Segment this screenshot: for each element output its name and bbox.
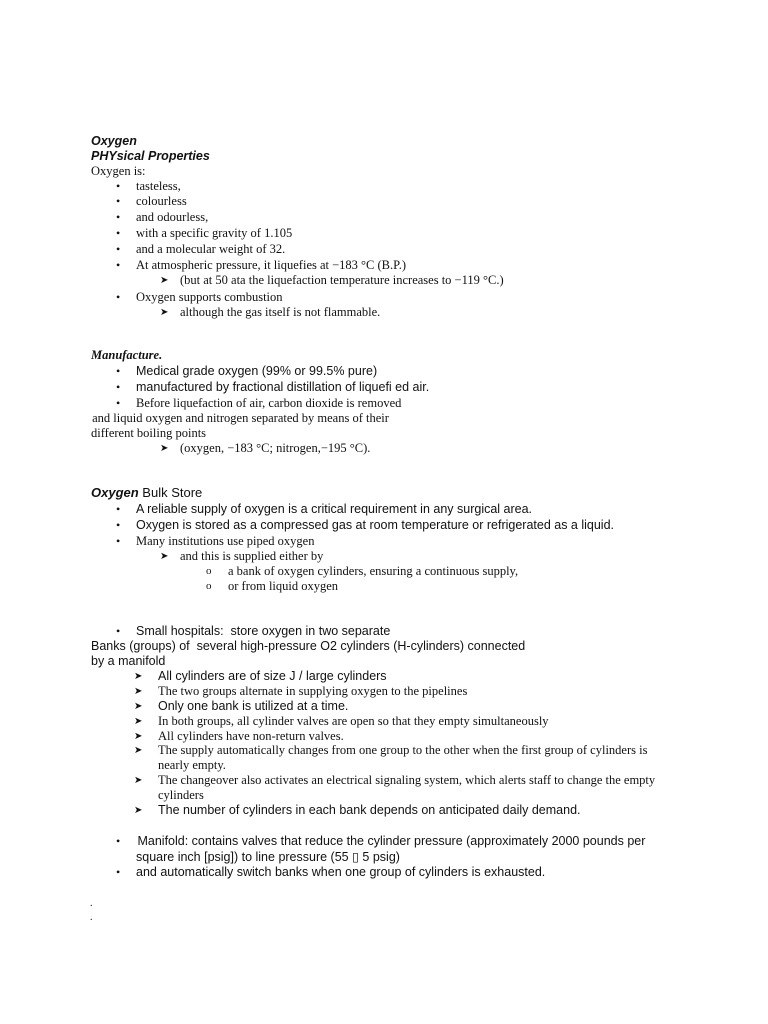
circle-bullet-icon: o: [206, 580, 212, 592]
section-subtitle-physical-properties: PHYsical Properties: [91, 149, 210, 163]
bullet-icon: •: [116, 534, 121, 548]
list-item: Oxygen supports combustion: [136, 290, 283, 304]
list-item: Many institutions use piped oxygen: [136, 534, 315, 548]
list-item: Medical grade oxygen (99% or 99.5% pure): [136, 364, 378, 378]
bullet-icon: •: [116, 242, 121, 256]
bullet-icon: •: [116, 364, 121, 378]
arrow-bullet-icon: ➤: [134, 775, 143, 786]
arrow-bullet-icon: ➤: [134, 686, 143, 697]
bullet-icon: •: [116, 290, 121, 304]
paragraph-line: Banks (groups) of several high-pressure O2 cylinders (H-cylinders) connected: [91, 639, 526, 653]
sub-list-item: although the gas itself is not flammable.: [180, 305, 381, 319]
list-item: At atmospheric pressure, it liquefies at −183 °C (B.P.): [136, 258, 406, 272]
section-title-oxygen: Oxygen: [91, 134, 137, 148]
bullet-icon: •: [116, 194, 121, 208]
bullet-icon: •: [116, 210, 121, 224]
arrow-list-item: In both groups, all cylinder valves are open so that they empty simultaneously: [158, 714, 549, 728]
arrow-bullet-icon: ➤: [134, 745, 143, 756]
bullet-icon: •: [116, 834, 121, 848]
sub-sub-list-item: a bank of oxygen cylinders, ensuring a continuous supply,: [228, 564, 519, 578]
arrow-bullet-icon: ➤: [134, 805, 143, 816]
arrow-list-item-continuation: nearly empty.: [158, 758, 226, 772]
list-item: colourless: [136, 194, 187, 208]
list-item: and a molecular weight of 32.: [136, 242, 286, 256]
stray-dot: .: [90, 912, 93, 923]
arrow-list-item: All cylinders are of size J / large cylinders: [158, 669, 387, 683]
sub-list-item: (oxygen, −183 °C; nitrogen,−195 °C).: [180, 441, 371, 455]
bullet-icon: •: [116, 226, 121, 240]
list-item: tasteless,: [136, 179, 181, 193]
arrow-list-item: The supply automatically changes from one group to the other when the first group of cylinders is: [158, 743, 648, 757]
sub-sub-list-item: or from liquid oxygen: [228, 579, 339, 593]
bullet-icon: •: [116, 396, 121, 410]
sub-list-item: and this is supplied either by: [180, 549, 324, 563]
section-title-italic-part: Oxygen: [91, 485, 139, 500]
list-item: A reliable supply of oxygen is a critical requirement in any surgical area.: [136, 502, 533, 516]
section-title-manufacture: Manufacture.: [91, 348, 163, 362]
arrow-list-item-continuation: cylinders: [158, 788, 204, 802]
arrow-bullet-icon: ➤: [160, 275, 169, 286]
sub-list-item: (but at 50 ata the liquefaction temperature increases to −119 °C.): [180, 273, 504, 287]
arrow-bullet-icon: ➤: [160, 443, 169, 454]
arrow-list-item: The changeover also activates an electrical signaling system, which alerts staff to change the empty: [158, 773, 656, 787]
list-item: manufactured by fractional distillation of liquefi ed air.: [136, 380, 430, 394]
paragraph-line: and liquid oxygen and nitrogen separated by means of their: [89, 411, 389, 425]
arrow-list-item: The two groups alternate in supplying oxygen to the pipelines: [158, 684, 468, 698]
stray-dot: .: [90, 898, 93, 909]
list-item: and automatically switch banks when one group of cylinders is exhausted.: [136, 865, 546, 879]
bullet-icon: •: [116, 380, 121, 394]
bullet-icon: •: [116, 624, 121, 638]
list-item: Before liquefaction of air, carbon dioxide is removed: [136, 396, 402, 410]
arrow-bullet-icon: ➤: [134, 701, 143, 712]
arrow-bullet-icon: ➤: [134, 716, 143, 727]
arrow-bullet-icon: ➤: [134, 731, 143, 742]
list-item: Oxygen is stored as a compressed gas at room temperature or refrigerated as a liquid.: [136, 518, 615, 532]
arrow-list-item: Only one bank is utilized at a time.: [158, 699, 349, 713]
list-item: Small hospitals: store oxygen in two separate: [136, 624, 391, 638]
arrow-list-item: All cylinders have non-return valves.: [158, 729, 344, 743]
circle-bullet-icon: o: [206, 565, 212, 577]
arrow-bullet-icon: ➤: [134, 671, 143, 682]
paragraph-line: by a manifold: [91, 654, 166, 668]
section-title-rest: Bulk Store: [138, 485, 203, 500]
bullet-icon: •: [116, 518, 121, 532]
arrow-bullet-icon: ➤: [160, 551, 169, 562]
list-item: Manifold: contains valves that reduce the cylinder pressure (approximately 2000 pounds per: [134, 834, 646, 848]
list-item: with a specific gravity of 1.105: [136, 226, 293, 240]
arrow-bullet-icon: ➤: [160, 307, 169, 318]
list-item-continuation: square inch [psig]) to line pressure (55 ▯ 5 psig): [136, 850, 400, 864]
intro-text: Oxygen is:: [91, 164, 146, 178]
arrow-list-item: The number of cylinders in each bank depends on anticipated daily demand.: [158, 803, 581, 817]
bullet-icon: •: [116, 865, 121, 879]
bullet-icon: •: [116, 502, 121, 516]
paragraph-line: different boiling points: [91, 426, 207, 440]
section-title-bulk-store: [91, 485, 202, 500]
list-item: and odourless,: [136, 210, 209, 224]
bullet-icon: •: [116, 179, 121, 193]
bullet-icon: •: [116, 258, 121, 272]
